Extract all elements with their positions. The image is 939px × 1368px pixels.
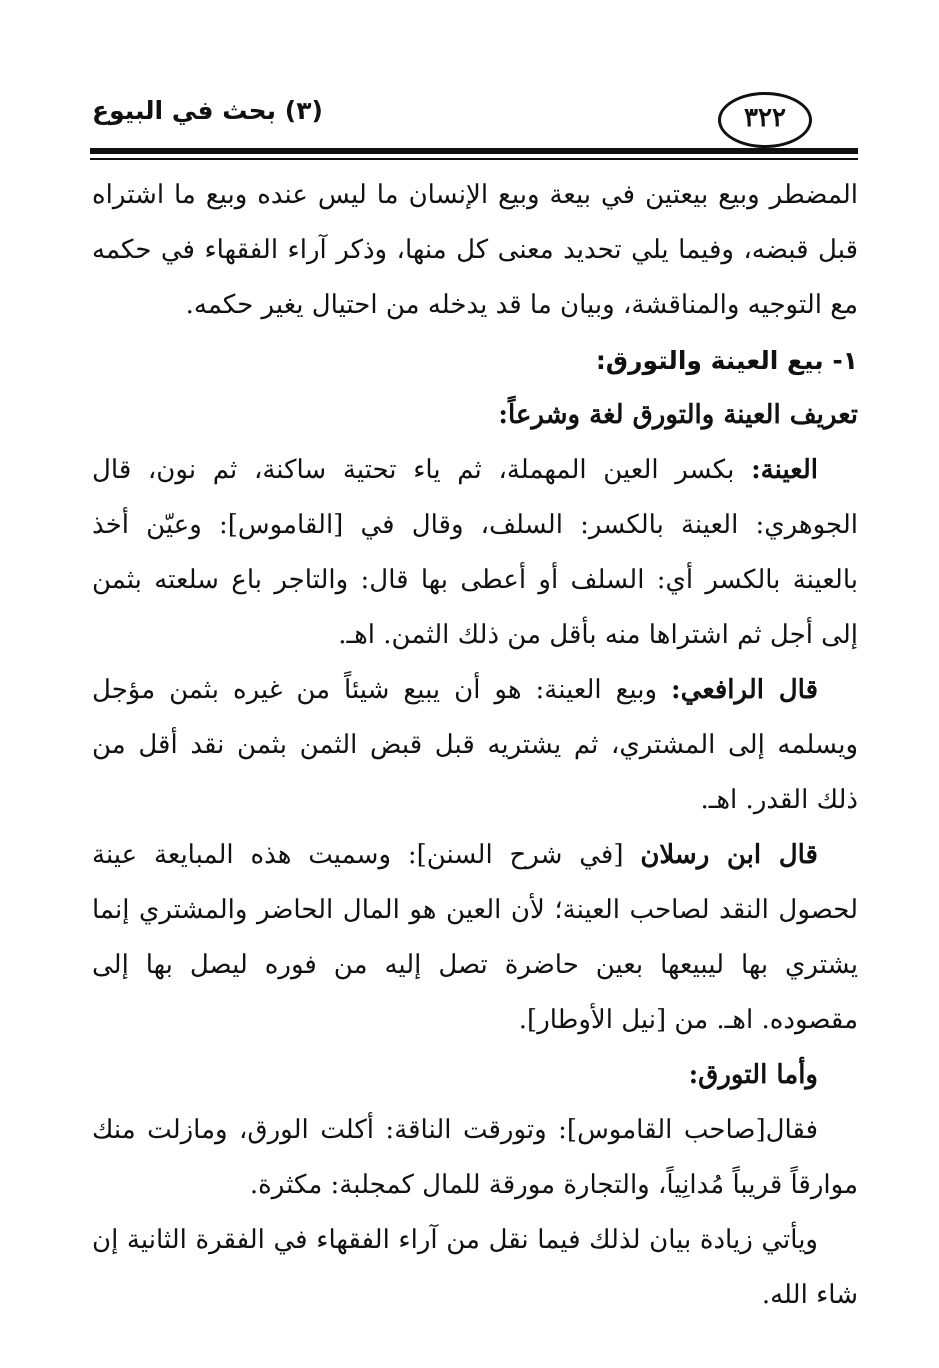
header-rule-thin	[90, 158, 858, 160]
intro-paragraph: المضطر وبيع بيعتين في بيعة وبيع الإنسان ما ليس عنده وبيع ما اشتراه قبل قبضه، وفيما يلي تحديد معنى كل منها، وذكر آراء الفقهاء في حكمه مع التوجيه والمناقشة، وبيان ما قد يدخله من احتيال يغير حكمه.	[92, 180, 858, 320]
page-number: ٣٢٢	[718, 92, 812, 148]
paragraph-ina-text: بكسر العين المهملة، ثم ياء تحتية ساكنة، ثم نون، قال الجوهري: العينة بالكسر: السلف، وقال في [القاموس]: وعيّن أخذ بالعينة بالكسر أي: السلف أو أعطى بها قال: والتاجر باع سلعته بثمن إلى أجل ثم اشتراها منه بأقل من ذلك الثمن. اهـ.	[92, 455, 858, 650]
definition-subheading: تعريف العينة والتورق لغة وشرعاً:	[498, 400, 858, 430]
term-rafii: قال الرافعي:	[671, 675, 819, 705]
header-rule-thick	[90, 148, 858, 154]
paragraph-ibn-raslan	[92, 828, 858, 1048]
paragraph-closing: ويأتي زيادة بيان لذلك فيما نقل من آراء الفقهاء في الفقرة الثانية إن شاء الله.	[92, 1225, 858, 1310]
paragraph-ina-definition	[92, 443, 858, 663]
running-header-title: (٣) بحث في البيوع	[92, 96, 323, 125]
paragraph-rafii	[92, 663, 858, 828]
page-body	[92, 168, 858, 1323]
section-heading: ١- بيع العينة والتورق:	[595, 346, 858, 375]
tawarruq-heading: وأما التورق:	[688, 1060, 818, 1090]
term-ibn-raslan: قال ابن رسلان	[640, 840, 818, 870]
paragraph-qamus: فقال[صاحب القاموس]: وتورقت الناقة: أكلت الورق، ومازلت منك موارقاً قريباً مُدانِياً، والتجارة مورقة للمال كمجلبة: مكثرة.	[92, 1115, 858, 1200]
term-ina: العينة:	[751, 455, 818, 485]
paragraph-rafii-text: وبيع العينة: هو أن يبيع شيئاً من غيره بثمن مؤجل ويسلمه إلى المشتري، ثم يشتريه قبل قبض الثمن بثمن نقد أقل من ذلك القدر. اهـ.	[92, 675, 858, 815]
paragraph-ibn-raslan-text: [في شرح السنن]: وسميت هذه المبايعة عينة لحصول النقد لصاحب العينة؛ لأن العين هو المال الحاضر والمشتري إنما يشتري بها ليبيعها بعين حاضرة تصل إليه من فوره ليصل بها إلى مقصوده. اهـ. من [نيل الأوطار].	[92, 840, 859, 1035]
